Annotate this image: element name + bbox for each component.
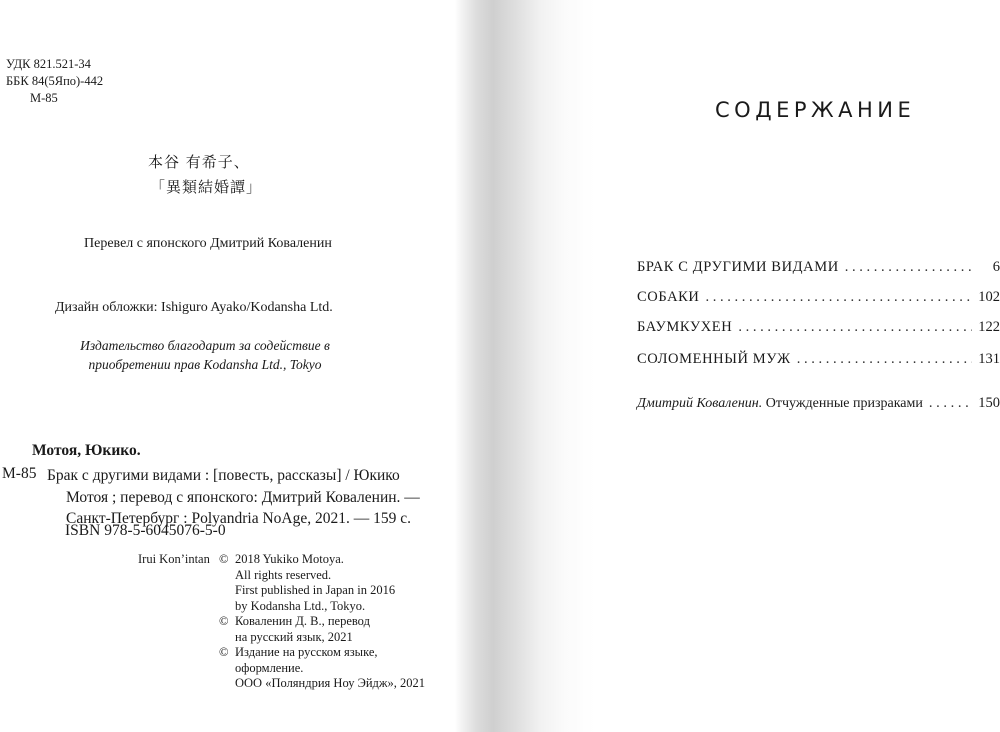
- copyright-line: 2018 Yukiko Motoya.: [235, 552, 344, 566]
- bbk-code: ББК 84(5Япо)-442: [6, 74, 104, 88]
- toc-entry[interactable]: [637, 289, 1000, 309]
- original-author-jp: 本谷 有希子、: [148, 153, 250, 171]
- afterword-page: 150: [978, 395, 1000, 411]
- copyright-line: ООО «Поляндрия Ноу Эйдж», 2021: [235, 676, 426, 690]
- toc-leader-dots: [797, 351, 973, 368]
- toc-leader-dots: [845, 259, 974, 276]
- original-title-romaji: Irui Kon’intan: [138, 552, 210, 566]
- toc-entry-title: СОЛОМЕННЫЙ МУЖ: [637, 351, 791, 367]
- toc-entry[interactable]: [637, 259, 1000, 279]
- translator-credit: Перевел с японского Дмитрий Коваленин: [84, 236, 332, 251]
- toc-entry[interactable]: [637, 319, 1000, 339]
- copyright-line: Издание на русском языке,: [235, 645, 378, 659]
- left-page: [0, 0, 455, 732]
- toc-entry-page: 122: [978, 319, 1000, 335]
- copyright-entry: [219, 614, 425, 645]
- original-title-jp: 「異類結婚譚」: [150, 178, 263, 196]
- copyright-line: All rights reserved.: [235, 567, 332, 582]
- author-sign: М-85: [30, 91, 58, 105]
- copyright-line: на русский язык, 2021: [235, 629, 353, 644]
- copyright-line: First published in Japan in 2016: [235, 583, 396, 597]
- toc-leader-dots: [929, 395, 972, 412]
- publisher-thanks: Издательство благодарит за содействие в приобретении прав Kodansha Ltd., Tokyo: [80, 338, 330, 372]
- afterword-title: Отчужденные призраками: [765, 396, 923, 411]
- copyright-symbol: ©: [219, 645, 229, 659]
- toc-entry-title: СОБАКИ: [637, 289, 700, 305]
- afterword-author: Дмитрий Коваленин.: [637, 396, 763, 411]
- biblio-line: Санкт-Петербург : Polyandria NoAge, 2021. — 159 с.: [66, 510, 412, 527]
- toc-entry-page: 102: [978, 289, 1000, 305]
- copyright-symbol: ©: [219, 614, 229, 628]
- copyright-line: by Kodansha Ltd., Tokyo.: [235, 598, 366, 613]
- toc-entry-page: 131: [978, 351, 1000, 367]
- copyright-entry: [219, 645, 425, 692]
- copyright-line: оформление.: [235, 660, 304, 675]
- copyright-symbol: ©: [219, 552, 229, 566]
- classification-codes: [6, 56, 103, 107]
- copyright-entry: [219, 552, 425, 614]
- toc-title: СОДЕРЖАНИЕ: [715, 98, 916, 122]
- call-number: М-85: [2, 465, 37, 482]
- isbn: ISBN 978-5-6045076-5-0: [65, 522, 226, 539]
- toc-entry[interactable]: [637, 351, 1000, 371]
- cover-design-credit: Дизайн обложки: Ishiguro Ayako/Kodansha Ltd.: [55, 300, 333, 315]
- biblio-line: Брак с другими видами : [повесть, рассказы] / Юкико: [47, 467, 400, 484]
- author-heading: Мотоя, Юкико.: [32, 442, 141, 459]
- bibliographic-description: [47, 465, 452, 530]
- toc-afterword-entry[interactable]: [637, 395, 1000, 415]
- toc-entry-page: 6: [992, 259, 1000, 275]
- biblio-line: Мотоя ; перевод с японского: Дмитрий Коваленин. —: [66, 488, 420, 506]
- toc-entry-title: БРАК С ДРУГИМИ ВИДАМИ: [637, 259, 839, 275]
- toc-entry-title: БАУМКУХЕН: [637, 319, 733, 335]
- udk-code: УДК 821.521-34: [6, 57, 91, 71]
- toc-leader-dots: [706, 289, 973, 306]
- toc-leader-dots: [738, 319, 972, 336]
- copyright-line: Коваленин Д. В., перевод: [235, 614, 370, 628]
- copyright-block: [219, 552, 425, 692]
